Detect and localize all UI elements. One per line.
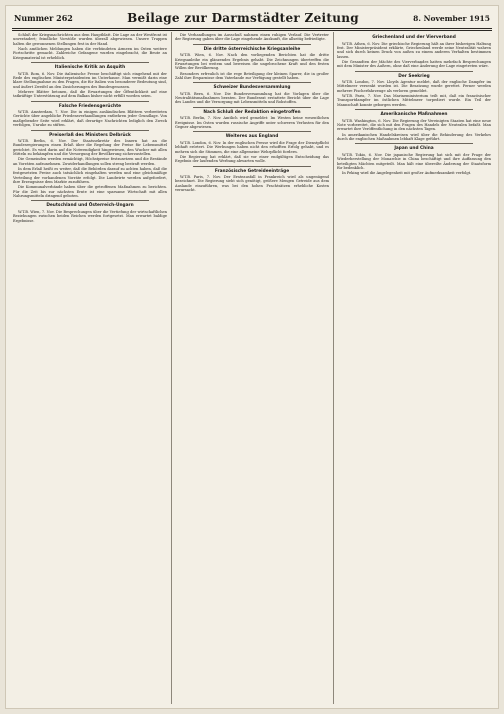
article-heading: Preiserlaß des Ministers Delbrück [49, 132, 131, 138]
article-separator [31, 200, 149, 201]
masthead-rule-thin [12, 30, 492, 31]
article-heading: Deutschland und Österreich-Ungarn [46, 203, 134, 209]
issue-number: Nummer 262 [14, 13, 73, 23]
article-separator [355, 143, 473, 144]
article-paragraph: W.T.B. Amsterdam, 7. Nov. Die in einigen ausländischen Blättern verbreiteten Gerüchte über angebliche Friedensverhandlungen entbehren jeder Grundlage. Von maßgebender Seite wird erklärt, daß derartige Nachrichten lediglich den Zweck verfolgen, Unruhe zu stiften. [13, 110, 167, 128]
article-paragraph: W.T.B. Paris, 7. Nov. Der Ernteausfall in Frankreich wird als ungenügend bezeichnet. Die Regierung sieht sich genötigt, größere Mengen Getreide aus dem Auslande einzuführen, was bei den hohen Frachtsätzen erhebliche Kosten verursacht. [175, 175, 329, 193]
article-paragraph: Die Regierung hat erklärt, daß sie vor einer endgültigen Entscheidung das Ergebnis der laufenden Werbung abwarten wolle. [175, 154, 329, 164]
newspaper-page [6, 6, 498, 708]
masthead [14, 9, 490, 27]
article-separator [193, 107, 311, 108]
article-paragraph: W.T.B. Bern, 6. Nov. Die Bundesversammlung hat die Vorlagen über die Neutralitätsmaßnahmen beraten. Der Bundesrat erstattete Bericht über die Lage des Landes und die Versorgung mit Lebensmitteln und Rohstoffen. [175, 91, 329, 105]
issue-date: 8. November 1915 [413, 13, 490, 23]
column-2 [175, 33, 329, 703]
column-3 [337, 33, 491, 703]
article-heading: Weiteres aus England [225, 134, 279, 140]
article-heading: Nach Schluß der Redaktion eingetroffen [203, 109, 301, 115]
column-1 [13, 33, 167, 703]
article-paragraph: W.T.B. Berlin, 7. Nov. Amtlich wird gemeldet: Im Westen keine wesentlichen Ereignisse. Im Osten wurden russische Angriffe unter schweren Verlusten für den Gegner abgewiesen. [175, 116, 329, 129]
article-heading: Die dritte österreichische Kriegsanleihe [203, 46, 301, 52]
article-paragraph: W.T.B. Wien, 6. Nov. Nach den vorliegenden Berichten hat die dritte Kriegsanleihe ein glänzendes Ergebnis gehabt. Die Zeichnungen übertreffen die Erwartungen bei weitem und beweisen die ungebrochene Kraft und den festen Willen der Bevölkerung. [175, 53, 329, 71]
article-paragraph: W.T.B. London, 6. Nov. In der englischen Presse wird die Frage der Dienstpflicht lebhaft erörtert. Die Werbungen haben nicht den erhofften Erfolg gehabt, und es mehren sich die Stimmen, die eine allgemeine Wehrpflicht fordern. [175, 140, 329, 154]
article-separator [193, 82, 311, 83]
article-heading: Amerikanische Maßnahmen [380, 112, 448, 118]
article-separator [31, 101, 149, 102]
article-paragraph: Die Kommunalverbände haben über die getroffenen Maßnahmen zu berichten. Für die Zeit bis zur nächsten Ernte ist eine sparsame Wirtschaft mit allen Nahrungsmitteln dringend geboten. [13, 185, 167, 199]
article-paragraph: Mehrere Blätter betonen, daß die Erwartungen der Öffentlichkeit auf eine tatkräftige Unterstützung auf dem Balkan bisher nicht erfüllt worden seien. [13, 89, 167, 99]
article-paragraph: In Peking wird die Angelegenheit mit großer Aufmerksamkeit verfolgt. [342, 171, 472, 176]
article-paragraph: Die Verhandlungen im Ausschuß nahmen einen ruhigen Verlauf. Die Vertreter der Regierung gaben über die Lage eingehende Auskunft, die allseitig befriedigte. [175, 33, 329, 42]
article-paragraph: Schluß der Kriegsnachrichten aus dem Hauptblatt. Die Lage an der Westfront ist unverändert; feindliche Vorstöße wurden überall abgewiesen. Unsere Truppen halten die gewonnenen Stellungen fest in der Hand. [13, 33, 167, 46]
article-paragraph: Besonders erfreulich ist die rege Beteiligung der kleinen Sparer, die in großer Zahl ihre Ersparnisse dem Vaterlande zur Verfügung gestellt haben. [175, 71, 329, 80]
article-heading: Japan und China [394, 146, 434, 152]
article-paragraph: In dem Erlaß heißt es weiter, daß die Behörden darauf zu achten haben, daß die festgesetzten Preise auch tatsächlich eingehalten werden und eine gleichmäßige Verteilung der vorhandenen Vorräte erfolgt. Die Landwirte werden aufgefordert, ihre Erzeugnisse dem Markte zuzuführen. [13, 167, 167, 185]
article-separator [31, 130, 149, 131]
article-paragraph: W.T.B. Berlin, 6. Nov. Der Staatssekretär des Innern hat an die Bundesregierungen einen Erlaß über die Regelung der Preise für Lebensmittel gerichtet. Es wird darin auf die Notwendigkeit hingewiesen, den Wucher mit allen Mitteln zu bekämpfen und die Versorgung der Bevölkerung sicherzustellen. [13, 139, 167, 157]
article-heading: Griechenland und der Vierverband [372, 35, 456, 40]
article-heading: Italienische Kritik an Asquith [54, 65, 126, 71]
article-paragraph: Die Gesandten der Mächte des Vierverbandes hatten mehrfach Besprechungen mit dem Minister des Äußern, ohne daß eine Änderung der Lage eingetreten wäre. [337, 59, 491, 69]
article-paragraph: W.T.B. Wien, 7. Nov. Die Besprechungen über die Vertiefung der wirtschaftlichen Beziehungen zwischen beiden Reichen werden fortgesetzt. Man erwartet baldige Ergebnisse. [13, 209, 167, 223]
article-separator [355, 71, 473, 72]
article-heading: Falsche Friedensgerüchte [58, 103, 122, 109]
article-paragraph: W.T.B. Tokio, 6. Nov. Die japanische Regierung hat sich mit der Frage der Wiederherstellung der Monarchie in China beschäftigt und ihre Auffassung den beteiligten Mächten mitgeteilt. Man hält eine übereilte Änderung der Staatsform für bedenklich. [337, 152, 491, 170]
column-divider [171, 32, 172, 704]
article-heading: Der Seekrieg [398, 73, 430, 79]
masthead-rule [12, 28, 492, 29]
article-paragraph: W.T.B. Washington, 6. Nov. Die Regierung der Vereinigten Staaten hat eine neue Note vorbereitet, die sich mit den Fragen des Handels der Neutralen befaßt. Man erwartet ihre Veröffentlichung in den nächsten Tagen. [337, 118, 491, 132]
article-paragraph: W.T.B. Rom, 6. Nov. Die italienische Presse beschäftigt sich eingehend mit der Rede des englischen Ministerpräsidenten im Unterhause. Man vermißt darin eine klare Stellungnahme zu den Fragen, die für Italien von besonderer Bedeutung sind, und äußert Zweifel an den Zusicherungen des Bundesgenossen. [13, 71, 167, 89]
article-paragraph: W.T.B. London, 7. Nov. Lloyds Agentur meldet, daß der englische Dampfer im Mittelmeer versenkt worden ist. Die Besatzung wurde gerettet. Ferner werden mehrere Fischerfahrzeuge als verloren gemeldet. [337, 80, 491, 93]
article-paragraph: Nach amtlichen Meldungen haben die verbündeten Armeen im Osten weitere Fortschritte gemacht. Zahlreiche Gefangene wurden eingebracht, die Beute an Kriegsmaterial ist erheblich. [13, 47, 167, 60]
article-paragraph: W.T.B. Athen, 6. Nov. Die griechische Regierung hält an ihrer bisherigen Haltung fest. Der Ministerpräsident erklärte, Griechenland werde seine Neutralität wahren und sich durch keinen Druck von außen zu einem anderen Verhalten bestimmen lassen. [337, 41, 491, 59]
article-heading: Schweizer Bundesversammlung [213, 85, 291, 91]
article-separator [355, 109, 473, 110]
article-paragraph: Die Gemeinden werden ermächtigt, Höchstpreise festzusetzen und die Bestände an Vorräten aufzunehmen. Zuwiderhandlungen sollen streng bestraft werden. [13, 157, 167, 166]
article-separator [193, 131, 311, 132]
masthead-title: Beilage zur Darmstädter Zeitung [127, 11, 359, 25]
article-separator [193, 44, 311, 45]
article-paragraph: In amerikanischen Handelskreisen wird über die Behinderung des Verkehrs durch die englischen Maßnahmen lebhaft Klage geführt. [337, 132, 491, 141]
article-heading: Französische Getreideeinträge [214, 168, 290, 174]
article-separator [31, 62, 149, 63]
article-separator [193, 166, 311, 167]
column-divider [333, 32, 334, 704]
article-paragraph: W.T.B. Paris, 7. Nov. Das Marineministerium teilt mit, daß ein französischer Transportdampfer im östlichen Mittelmeer torpediert wurde. Ein Teil der Mannschaft konnte geborgen werden. [337, 94, 491, 107]
